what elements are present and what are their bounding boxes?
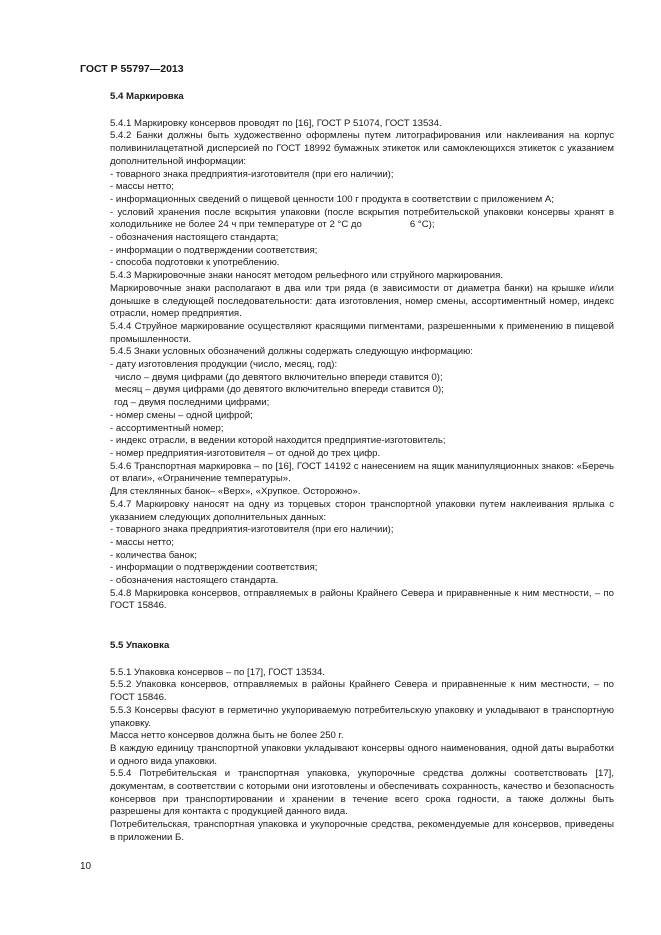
paragraph: Масса нетто консервов должна быть не более 250 г. <box>110 730 344 742</box>
list-item: - номер предприятия-изготовителя – от одной до трех цифр. <box>110 447 381 459</box>
list-item: - информационных сведений о пищевой ценности 100 г продукта в соответствии с приложением А; <box>110 193 554 205</box>
list-item: - ассортиментный номер; <box>110 422 224 434</box>
list-item: - индекс отрасли, в ведении которой находится предприятие-изготовитель; <box>110 435 446 447</box>
document-header: ГОСТ Р 55797—2013 <box>80 63 184 75</box>
list-item: - количества банок; <box>110 549 197 561</box>
list-subitem: год – двумя последними цифрами; <box>114 397 270 409</box>
paragraph: Потребительская, транспортная упаковка и укупорочные средства, рекомендуемые для консервов, приведены в приложении Б. <box>110 819 614 843</box>
paragraph: 5.4.3 Маркировочные знаки наносят методом рельефного или струйного маркирования. <box>110 270 504 282</box>
list-item: - обозначения настоящего стандарта. <box>110 575 279 587</box>
list-item: - обозначения настоящего стандарта; <box>110 232 279 244</box>
paragraph: 5.4.4 Струйное маркирование осуществляют красящими пигментами, разрешенными к применению в пищевой промышленности. <box>110 320 614 345</box>
paragraph: 5.4.6 Транспортная маркировка – по [16], ГОСТ 14192 с нанесением на ящик манипуляционных знаков: «Беречь от влаги», «Ограничение температуры». <box>110 460 614 485</box>
section-5-5 <box>80 640 614 845</box>
list-item: - товарного знака предприятия-изготовителя (при его наличии); <box>110 168 394 180</box>
list-item: - товарного знака предприятия-изготовителя (при его наличии); <box>110 524 394 536</box>
paragraph: 5.5.4 Потребительская и транспортная упаковка, укупорочные средства должны соответствовать [17], документам, в соответствии с которыми они изготовлены и обеспечивать сохранность, качество и безопасность консервов при транспортировании и хранении в течение всего срока годности, а также должны быть разрешены для контакта с продукцией данного вида. <box>110 768 614 818</box>
list-item: - условий хранения после вскрытия упаковки (после вскрытия потребительской упаковки консервы хранят в холодильнике не более 24 ч при температуре от 2 °С до 6 °С); <box>110 206 614 231</box>
paragraph: 5.4.7 Маркировку наносят на одну из торцевых сторон транспортной упаковки путем наклеивания ярлыка с указанием следующих дополнительных данных: <box>110 498 614 523</box>
paragraph: 5.4.8 Маркировка консервов, отправляемых в районы Крайнего Севера и приравненные к ним местности, – по ГОСТ 15846. <box>110 587 614 612</box>
paragraph: Маркировочные знаки располагают в два или три ряда (в зависимости от диаметра банки) на крышке и/или донышке в следующей последовательности: дата изготовления, номер смены, ассортиментный номер, индекс отрасли, номер предприятия. <box>110 282 614 320</box>
paragraph: Для стеклянных банок– «Верх», «Хрупкое. Осторожно». <box>110 486 361 498</box>
list-subitem: число – двумя цифрами (до девятого включительно впереди ставится 0); <box>115 371 443 383</box>
list-item: - номер смены – одной цифрой; <box>110 409 253 421</box>
paragraph: 5.4.2 Банки должны быть художественно оформлены путем литографирования или наклеивания на корпус поливинилацетатной дисперсией по ГОСТ 18992 бумажных этикеток или самоклеющихся этикеток с указанием дополнительной информации: <box>110 130 614 167</box>
list-item: - информации о подтверждении соответствия; <box>110 562 318 574</box>
paragraph: 5.5.2 Упаковка консервов, отправляемых в районы Крайнего Севера и приравненные к ним местности, – по ГОСТ 15846. <box>110 679 614 704</box>
list-item: - массы нетто; <box>110 181 174 193</box>
section-title: 5.4 Маркировка <box>110 91 184 102</box>
list-item: - массы нетто; <box>110 536 174 548</box>
list-item: - дату изготовления продукции (число, месяц, год): <box>110 359 338 371</box>
paragraph: В каждую единицу транспортной упаковки укладывают консервы одного наименования, одной даты выработки и одного вида упаковки. <box>110 742 614 767</box>
page-number: 10 <box>80 861 92 872</box>
list-item: - информации о подтверждении соответствия; <box>110 244 318 256</box>
paragraph: 5.4.1 Маркировку консервов проводят по [16], ГОСТ Р 51074, ГОСТ 13534. <box>110 117 442 129</box>
list-subitem: месяц – двумя цифрами (до девятого включительно впереди ставится 0); <box>115 384 444 396</box>
paragraph: 5.4.5 Знаки условных обозначений должны содержать следующую информацию: <box>110 346 473 358</box>
paragraph: 5.5.1 Упаковка консервов – по [17], ГОСТ 13534. <box>110 666 325 678</box>
section-title: 5.5 Упаковка <box>110 640 170 651</box>
section-5-4 <box>80 91 614 613</box>
list-item: - способа подготовки к употреблению. <box>110 257 280 269</box>
paragraph: 5.5.3 Консервы фасуют в герметично укупориваемую потребительскую упаковку и укладывают в транспортную упаковку. <box>110 704 614 729</box>
